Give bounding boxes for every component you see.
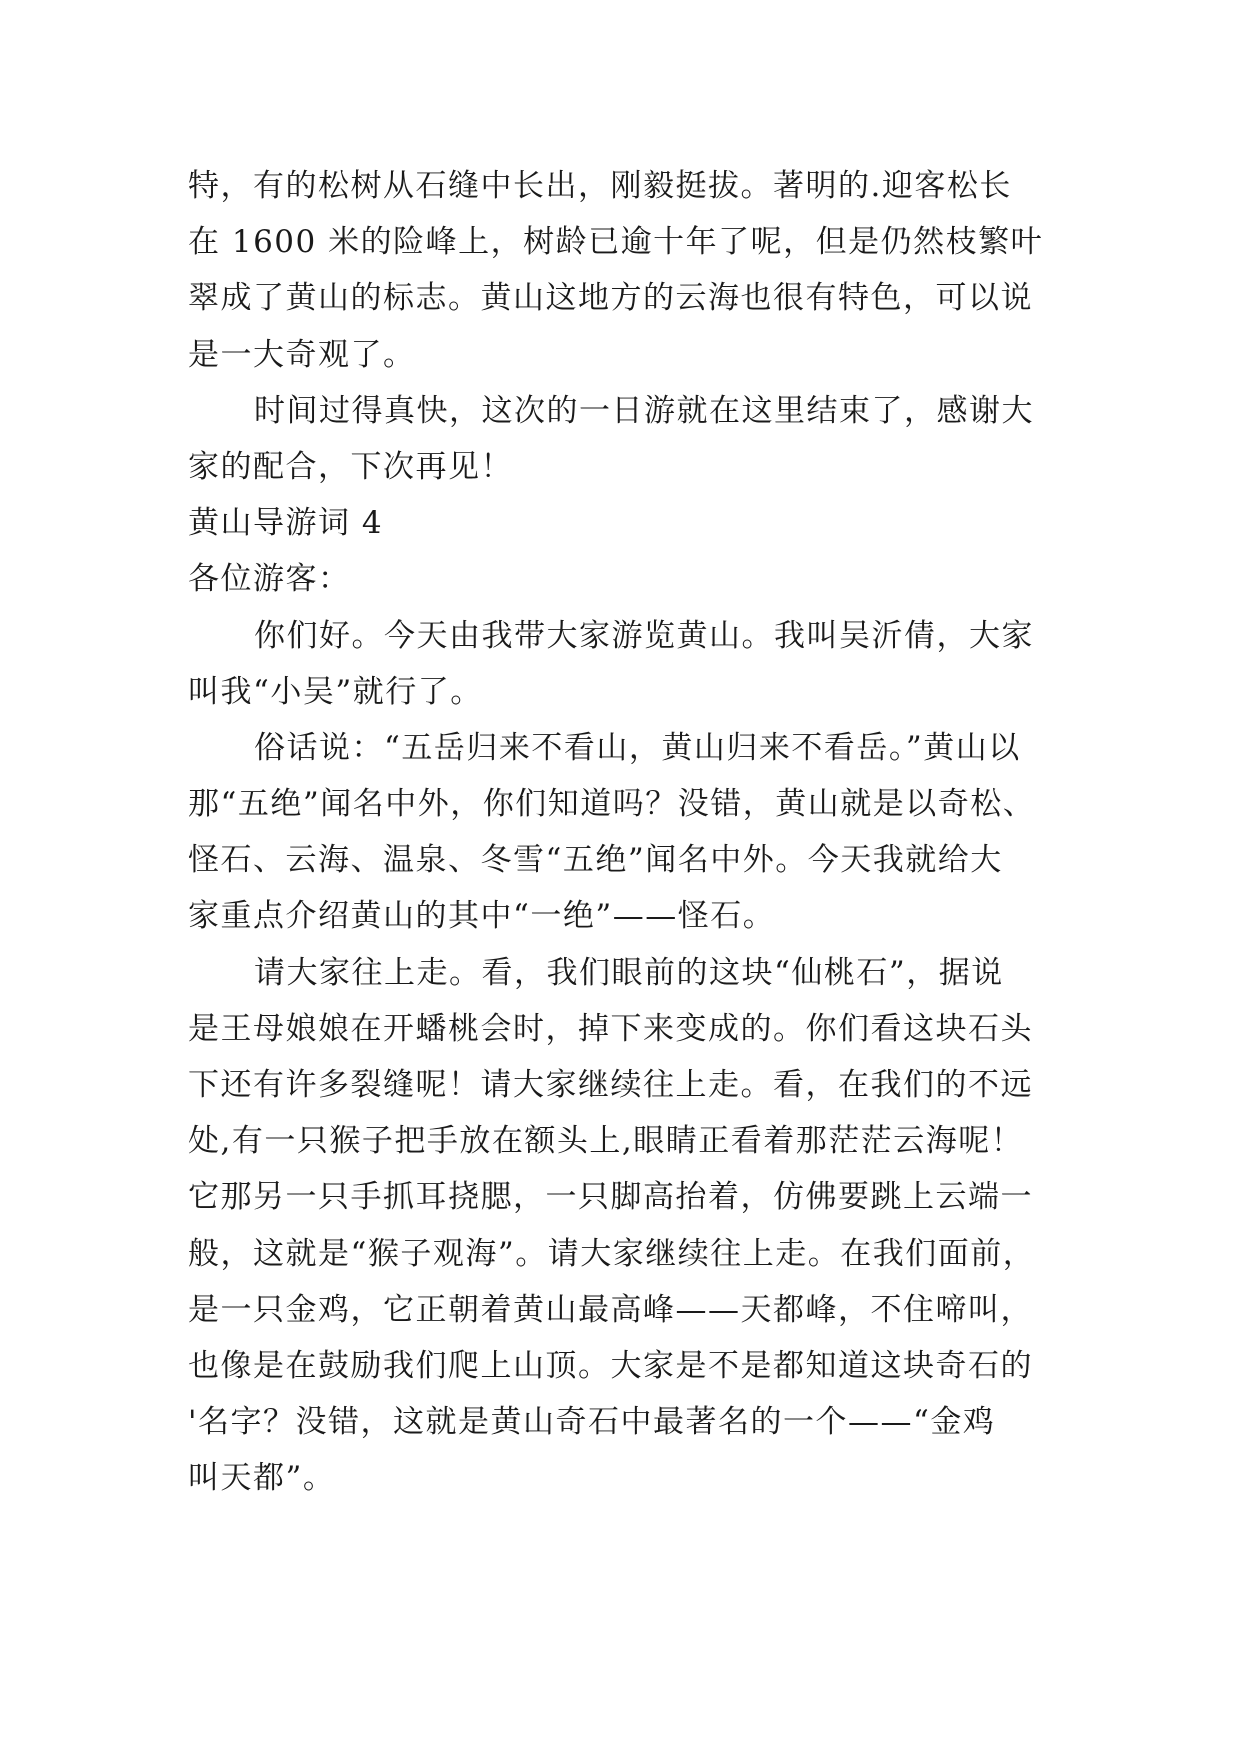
text-line: 那“五绝”闻名中外，你们知道吗？没错，黄山就是以奇松、 (188, 786, 1036, 823)
text-line: '名字？没错，这就是黄山奇石中最著名的一个——“金鸡 (188, 1404, 996, 1441)
text-line: 处,有一只猴子把手放在额头上,眼睛正看着那茫茫云海呢！ (188, 1123, 1024, 1160)
paragraph-first-line: 你们好。今天由我带大家游览黄山。我叫吴沂倩，大家 (254, 617, 1034, 654)
paragraph-first-line: 时间过得真快，这次的一日游就在这里结束了，感谢大 (254, 392, 1034, 429)
text-line: 般，这就是“猴子观海”。请大家继续往上走。在我们面前， (188, 1235, 1036, 1272)
text-line: 也像是在鼓励我们爬上山顶。大家是不是都知道这块奇石的 (188, 1347, 1033, 1384)
text-line: 是一只金鸡，它正朝着黄山最高峰——天都峰，不住啼叫， (188, 1291, 1033, 1328)
text-line: 叫天都”。 (188, 1460, 336, 1497)
greeting-line: 各位游客： (188, 561, 351, 598)
text-line: 是王母娘娘在开蟠桃会时，掉下来变成的。你们看这块石头 (188, 1010, 1033, 1047)
text-line: 怪石、云海、温泉、冬雪“五绝”闻名中外。今天我就给大 (188, 842, 1003, 879)
paragraph-first-line: 请大家往上走。看，我们眼前的这块“仙桃石”，据说 (254, 954, 1004, 991)
section-heading: 黄山导游词 4 (188, 505, 384, 542)
text-line: 叫我“小吴”就行了。 (188, 673, 483, 710)
text-line: 特，有的松树从石缝中长出，刚毅挺拔。著明的.迎客松长 (188, 168, 1012, 204)
text-line: 下还有许多裂缝呢！请大家继续往上走。看，在我们的不远 (188, 1067, 1033, 1103)
paragraph-first-line: 俗话说：“五岳归来不看山，黄山归来不看岳。”黄山以 (254, 729, 1021, 766)
text-line: 是一大奇观了。 (188, 336, 416, 373)
text-line: 家重点介绍黄山的其中“一绝”——怪石。 (188, 898, 776, 935)
text-line: 它那另一只手抓耳挠腮，一只脚高抬着，仿佛要跳上云端一 (188, 1179, 1033, 1216)
text-line: 在 1600 米的险峰上，树龄已逾十年了呢，但是仍然枝繁叶 (188, 224, 1044, 261)
document-body (188, 158, 1058, 1507)
text-line: 翠成了黄山的标志。黄山这地方的云海也很有特色，可以说 (188, 280, 1033, 317)
text-line: 家的配合，下次再见！ (188, 448, 513, 485)
